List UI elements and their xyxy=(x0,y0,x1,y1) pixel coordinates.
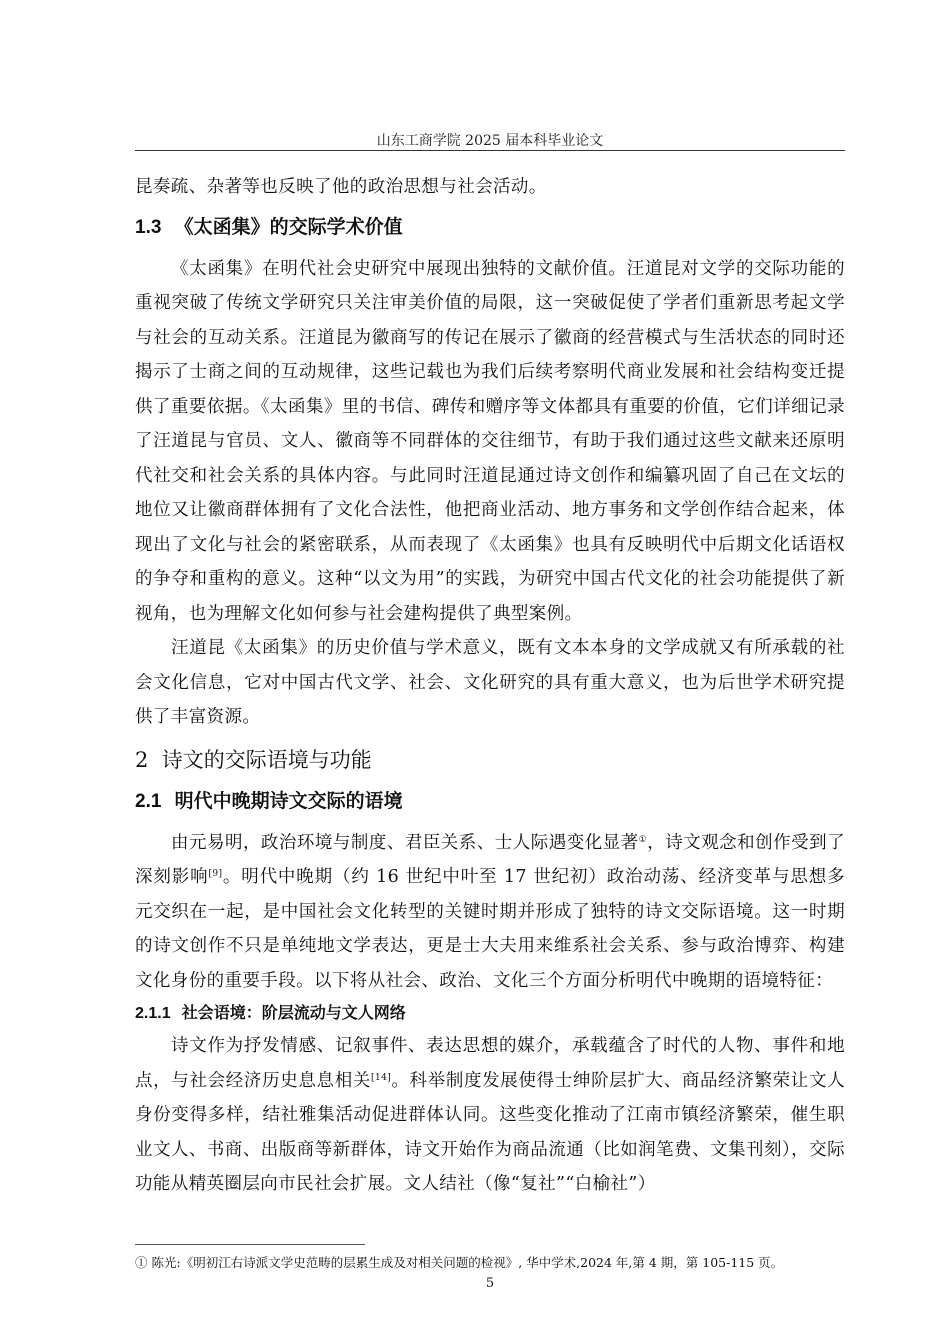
text-run: 。科举制度发展使得士绅阶层扩大、商品经济繁荣让文人身份变得多样，结社雅集活动促进群体认同。这些变化推动了江南市镇经济繁荣，催生职业文人、书商、出版商等新群体，诗文开始作为商品流通（比如润笔费、文集刊刻），交际功能从精英圈层向市民社会扩展。文人结社（像“复社”“白榆社”） xyxy=(135,1070,846,1194)
chapter-heading-2 xyxy=(135,741,845,779)
header-rule xyxy=(135,150,845,151)
chapter-number: 2 xyxy=(135,747,149,772)
section-heading-1-3 xyxy=(135,209,845,246)
section-number: 1.3 xyxy=(135,216,162,238)
chapter-title: 诗文的交际语境与功能 xyxy=(161,747,372,772)
footnote xyxy=(135,1254,850,1272)
subsection-heading-2-1-1 xyxy=(135,998,845,1029)
text-run: 诗文作为抒发情感、记叙事件、表达思想的媒介，承载蕴含了时代的人物、事件和地点，与社会经济历史息息相关 xyxy=(135,1036,845,1091)
footnote-rule xyxy=(135,1244,365,1245)
section-title: 明代中晚期诗文交际的语境 xyxy=(174,789,403,812)
section-heading-2-1 xyxy=(135,783,845,820)
footnote-ref[interactable]: ① xyxy=(638,834,648,845)
main-body xyxy=(135,170,845,1202)
running-header: 山东工商学院 2025 届本科毕业论文 xyxy=(376,133,604,149)
paragraph xyxy=(135,1029,845,1202)
text-run: 。明代中晚期（约 16 世纪中叶至 17 世纪初）政治动荡、经济变革与思想多元交织在一起，是中国社会文化转型的关键时期并形成了独特的诗文交际语境。这一时期的诗文创作不只是单纯地文学表达，更是士大夫用来维系社会关系、参与政治博弈、构建文化身份的重要手段。以下将从社会、政治、文化三个方面分析明代中晚期的语境特征： xyxy=(135,867,845,991)
paragraph: 《太函集》在明代社会史研究中展现出独特的文献价值。汪道昆对文学的交际功能的重视突破了传统文学研究只关注审美价值的局限，这一突破促使了学者们重新思考起文学与社会的互动关系。汪道昆为徽商写的传记在展示了徽商的经营模式与生活状态的同时还揭示了士商之间的互动规律，这些记载也为我们后续考察明代商业发展和社会结构变迁提供了重要依据。《太函集》里的书信、碑传和赠序等文体都具有重要的价值，它们详细记录了汪道昆与官员、文人、徽商等不同群体的交往细节，有助于我们通过这些文献来还原明代社交和社会关系的具体内容。与此同时汪道昆通过诗文创作和编纂巩固了自己在文坛的地位又让徽商群体拥有了文化合法性，他把商业活动、地方事务和文学创作结合起来，体现出了文化与社会的紧密联系，从而表现了《太函集》也具有反映明代中后期文化话语权的争夺和重构的意义。这种“以文为用”的实践，为研究中国古代文化的社会功能提供了新视角，也为理解文化如何参与社会建构提供了典型案例。 xyxy=(135,258,845,624)
text-run: 由元易明，政治环境与制度、君臣关系、士人际遇变化显著 xyxy=(171,832,639,853)
footnote-marker: ① xyxy=(135,1255,148,1270)
page-number: 5 xyxy=(485,1276,495,1291)
section-title: 《太函集》的交际学术价值 xyxy=(174,215,403,238)
paragraph-continuation: 昆奏疏、杂著等也反映了他的政治思想与社会活动。 xyxy=(135,177,547,197)
citation-ref[interactable]: [14] xyxy=(371,1072,392,1083)
subsection-number: 2.1.1 xyxy=(135,1005,171,1022)
subsection-title: 社会语境：阶层流动与文人网络 xyxy=(181,1003,406,1022)
citation-ref[interactable]: [9] xyxy=(208,869,223,879)
paragraph xyxy=(135,826,845,999)
text-run: ，诗文观念和创作受到了深刻影响 xyxy=(135,832,846,887)
paragraph: 汪道昆《太函集》的历史价值与学术意义，既有文本本身的文学成就又有所承载的社会文化信息，它对中国古代文学、社会、文化研究的具有重大意义，也为后世学术研究提供了丰富资源。 xyxy=(135,638,845,727)
section-number: 2.1 xyxy=(135,790,162,812)
footnote-text: 陈光:《明初江右诗派文学史范畴的层累生成及对相关问题的检视》, 华中学术,2024 年,第 4 期，第 105-115 页。 xyxy=(147,1255,784,1270)
